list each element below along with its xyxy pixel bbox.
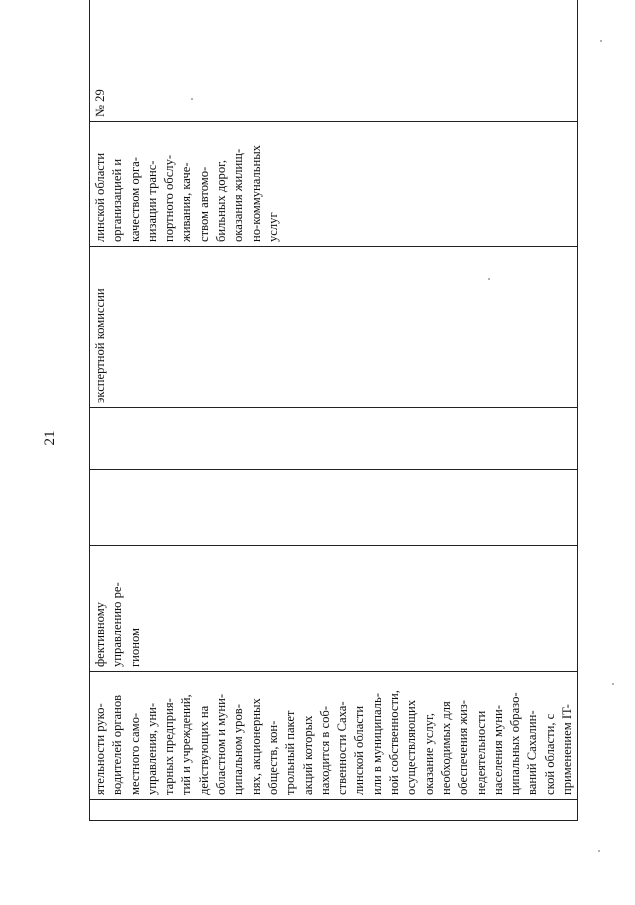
cell-managers-text-content: ятельности руко- водителей органов местного само- управления, уни- тарных предприя- тий и учреждений, действующих на областном и муни- ципальном уров- нях, акционерных обществ, кон- трольный пакет акций которых находится в соб- ственности Саха- линской области или в муниципаль- ной собственности, осуществляющих оказание услуг, необходимых для обеспечения жиз- недеятельности населения муни- ципальных образо- ваний Сахалин- ской области, с применением IT- [93,690,575,795]
scan-speck [598,850,600,852]
scan-speck [488,278,490,280]
scan-speck [600,40,602,42]
cell-expert-commission-text: экспертной комиссии [93,288,107,403]
cell-quality-services-text: линской области организацией и качеством орга- низации транс- портного обслу- живания, каче- ством автомо- бильных дорог, оказания жилищ- но-коммунальных услуг [93,145,280,242]
cell-empty-2 [90,408,578,470]
table-row [90,0,578,821]
cell-expert-commission [90,247,578,408]
page-number: 21 [42,430,58,446]
scan-speck [612,683,614,685]
cell-effective-management [90,546,578,672]
cell-quality-services [90,122,578,247]
cell-empty-1 [90,470,578,546]
cell-number [90,0,578,122]
cell-effective-management-text: фективному управлению ре- гионом [93,582,142,667]
document-table [89,58,578,821]
scan-speck [191,98,193,100]
cell-number-text: № 29 [93,89,107,117]
cell-managers-text [90,672,578,800]
cell-blank-edge [90,800,578,821]
